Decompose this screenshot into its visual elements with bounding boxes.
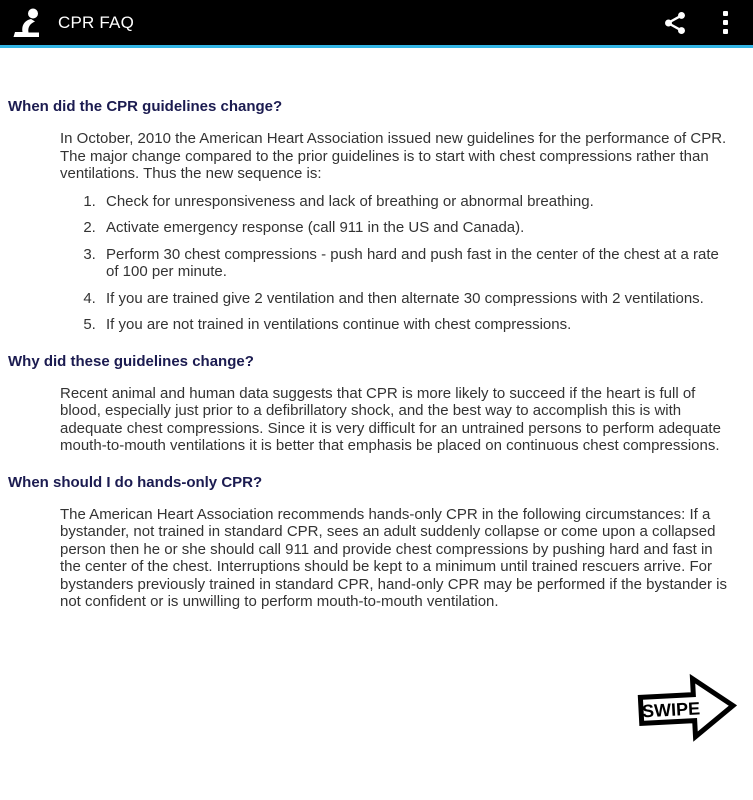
list-item: 5. If you are not trained in ventilations continue with chest compressions. xyxy=(100,316,731,334)
app-title: CPR FAQ xyxy=(58,12,135,32)
faq-question: Why did these guidelines change? xyxy=(8,352,254,370)
overflow-menu-icon[interactable] xyxy=(705,3,745,43)
faq-answer: In October, 2010 the American Heart Association issued new guidelines for the performance of CPR. The major change compared to the prior guidelines is to start with chest compressions rather than ventilations. Thus the new sequence is: xyxy=(60,130,727,182)
faq-question: When did the CPR guidelines change? xyxy=(8,98,283,115)
faq-answer: The American Heart Association recommends hands-only CPR in the following circumstances: If a bystander, not trained in standard CPR, sees an adult suddenly collapse or come upon a collapsed person then he or she should call 911 and provide chest compressions by pushing hard and fast in the center of the chest. Interruptions should be kept to a minimum until trained rescuers arrive. For bystanders previously trained in standard CPR, hand-only CPR may be performed if the bystander is not confident or is unwilling to perform mouth-to-mouth ventilation. xyxy=(60,505,727,610)
list-item: 3. Perform 30 chest compressions - push hard and push fast in the center of the chest at a rate of 100 per minute. xyxy=(100,246,731,281)
cpr-logo-icon[interactable] xyxy=(6,4,48,42)
action-bar xyxy=(0,0,753,45)
swipe-label: SWIPE xyxy=(641,698,701,722)
list-item: 4. If you are trained give 2 ventilation and then alternate 30 compressions with 2 ventilations. xyxy=(100,290,731,308)
faq-section-guidelines-change xyxy=(0,98,753,334)
swipe-arrow[interactable] xyxy=(635,669,739,746)
list-item: 1. Check for unresponsiveness and lack of breathing or abnormal breathing. xyxy=(100,193,731,211)
faq-question: When should I do hands-only CPR? xyxy=(8,473,263,491)
faq-section-hands-only xyxy=(0,474,753,611)
share-icon[interactable] xyxy=(655,3,695,43)
faq-answer: Recent animal and human data suggests that CPR is more likely to succeed if the heart is full of blood, especially just prior to a defibrillatory shock, and the best way to accomplish this is with adequate chest compressions. Since it is very difficult for an untrained persons to perform adequate mouth-to-mouth ventilations it is better that emphasis be placed on continuous chest compressions. xyxy=(60,384,721,454)
action-bar-actions xyxy=(655,3,745,43)
list-item: 2. Activate emergency response (call 911 in the US and Canada). xyxy=(100,219,731,237)
faq-page[interactable] xyxy=(0,48,753,611)
faq-section-why-change xyxy=(0,353,753,455)
cpr-steps-list xyxy=(0,193,731,334)
